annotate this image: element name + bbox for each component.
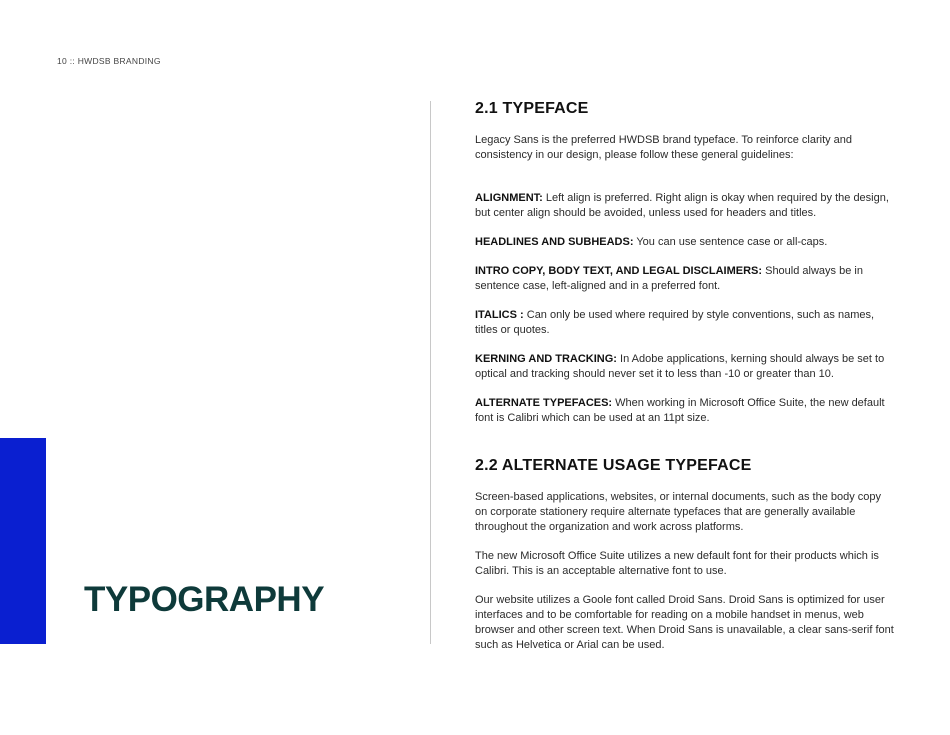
vertical-divider [430, 101, 431, 644]
guideline-label: ALTERNATE TYPEFACES: [475, 397, 613, 409]
guideline-alignment [475, 191, 895, 221]
accent-bar [0, 438, 46, 644]
alternate-paragraph: Screen-based applications, websites, or internal documents, such as the body copy on corporate stationery require alternate typefaces that are generally available throughout the organization and work across platforms. [475, 491, 882, 533]
guideline-intro-copy [475, 264, 895, 294]
guideline-headlines [475, 235, 895, 250]
guideline-label: KERNING AND TRACKING: [475, 353, 617, 365]
guideline-alternate [475, 396, 895, 426]
guideline-text: Should always be in sentence case, left-aligned and in a preferred font. [475, 265, 863, 292]
guidelines-list [475, 191, 895, 426]
section-title: TYPOGRAPHY [84, 580, 325, 619]
guideline-kerning [475, 352, 895, 382]
guideline-label: ITALICS : [475, 309, 524, 321]
typeface-intro: Legacy Sans is the preferred HWDSB brand typeface. To reinforce clarity and consistency in our design, please follow these general guidelines: [475, 134, 853, 161]
guideline-text: You can use sentence case or all-caps. [633, 236, 828, 248]
alternate-paragraph: The new Microsoft Office Suite utilizes a new default font for their products which is Calibri. This is an acceptable alternative font to use. [475, 550, 879, 577]
guideline-italics [475, 308, 895, 338]
content-column [475, 99, 895, 667]
guideline-text: When working in Microsoft Office Suite, the new default font is Calibri which can be used at an 11pt size. [475, 397, 885, 424]
guideline-label: INTRO COPY, BODY TEXT, AND LEGAL DISCLAIMERS: [475, 265, 763, 277]
typeface-heading: 2.1 TYPEFACE [475, 100, 589, 117]
alternate-usage-section [475, 456, 895, 653]
guideline-text: Left align is preferred. Right align is okay when required by the design, but center align should be avoided, unless used for headers and titles. [475, 192, 889, 219]
alternate-usage-heading: 2.2 ALTERNATE USAGE TYPEFACE [475, 457, 752, 474]
guideline-text: Can only be used where required by style conventions, such as names, titles or quotes. [475, 309, 875, 336]
page-header: 10 :: HWDSB BRANDING [57, 56, 161, 66]
alternate-paragraph: Our website utilizes a Goole font called Droid Sans. Droid Sans is optimized for user interfaces and to be comfortable for reading on a mobile handset in menus, web browser and other screen text. When Droid Sans is unavailable, a clear sans-serif font such as Helvetica or Arial can be used. [475, 594, 894, 651]
guideline-label: HEADLINES AND SUBHEADS: [475, 236, 634, 248]
guideline-label: ALIGNMENT: [475, 192, 543, 204]
guideline-text: In Adobe applications, kerning should always be set to optical and tracking should never set it to less than -10 or greater than 10. [475, 353, 885, 380]
